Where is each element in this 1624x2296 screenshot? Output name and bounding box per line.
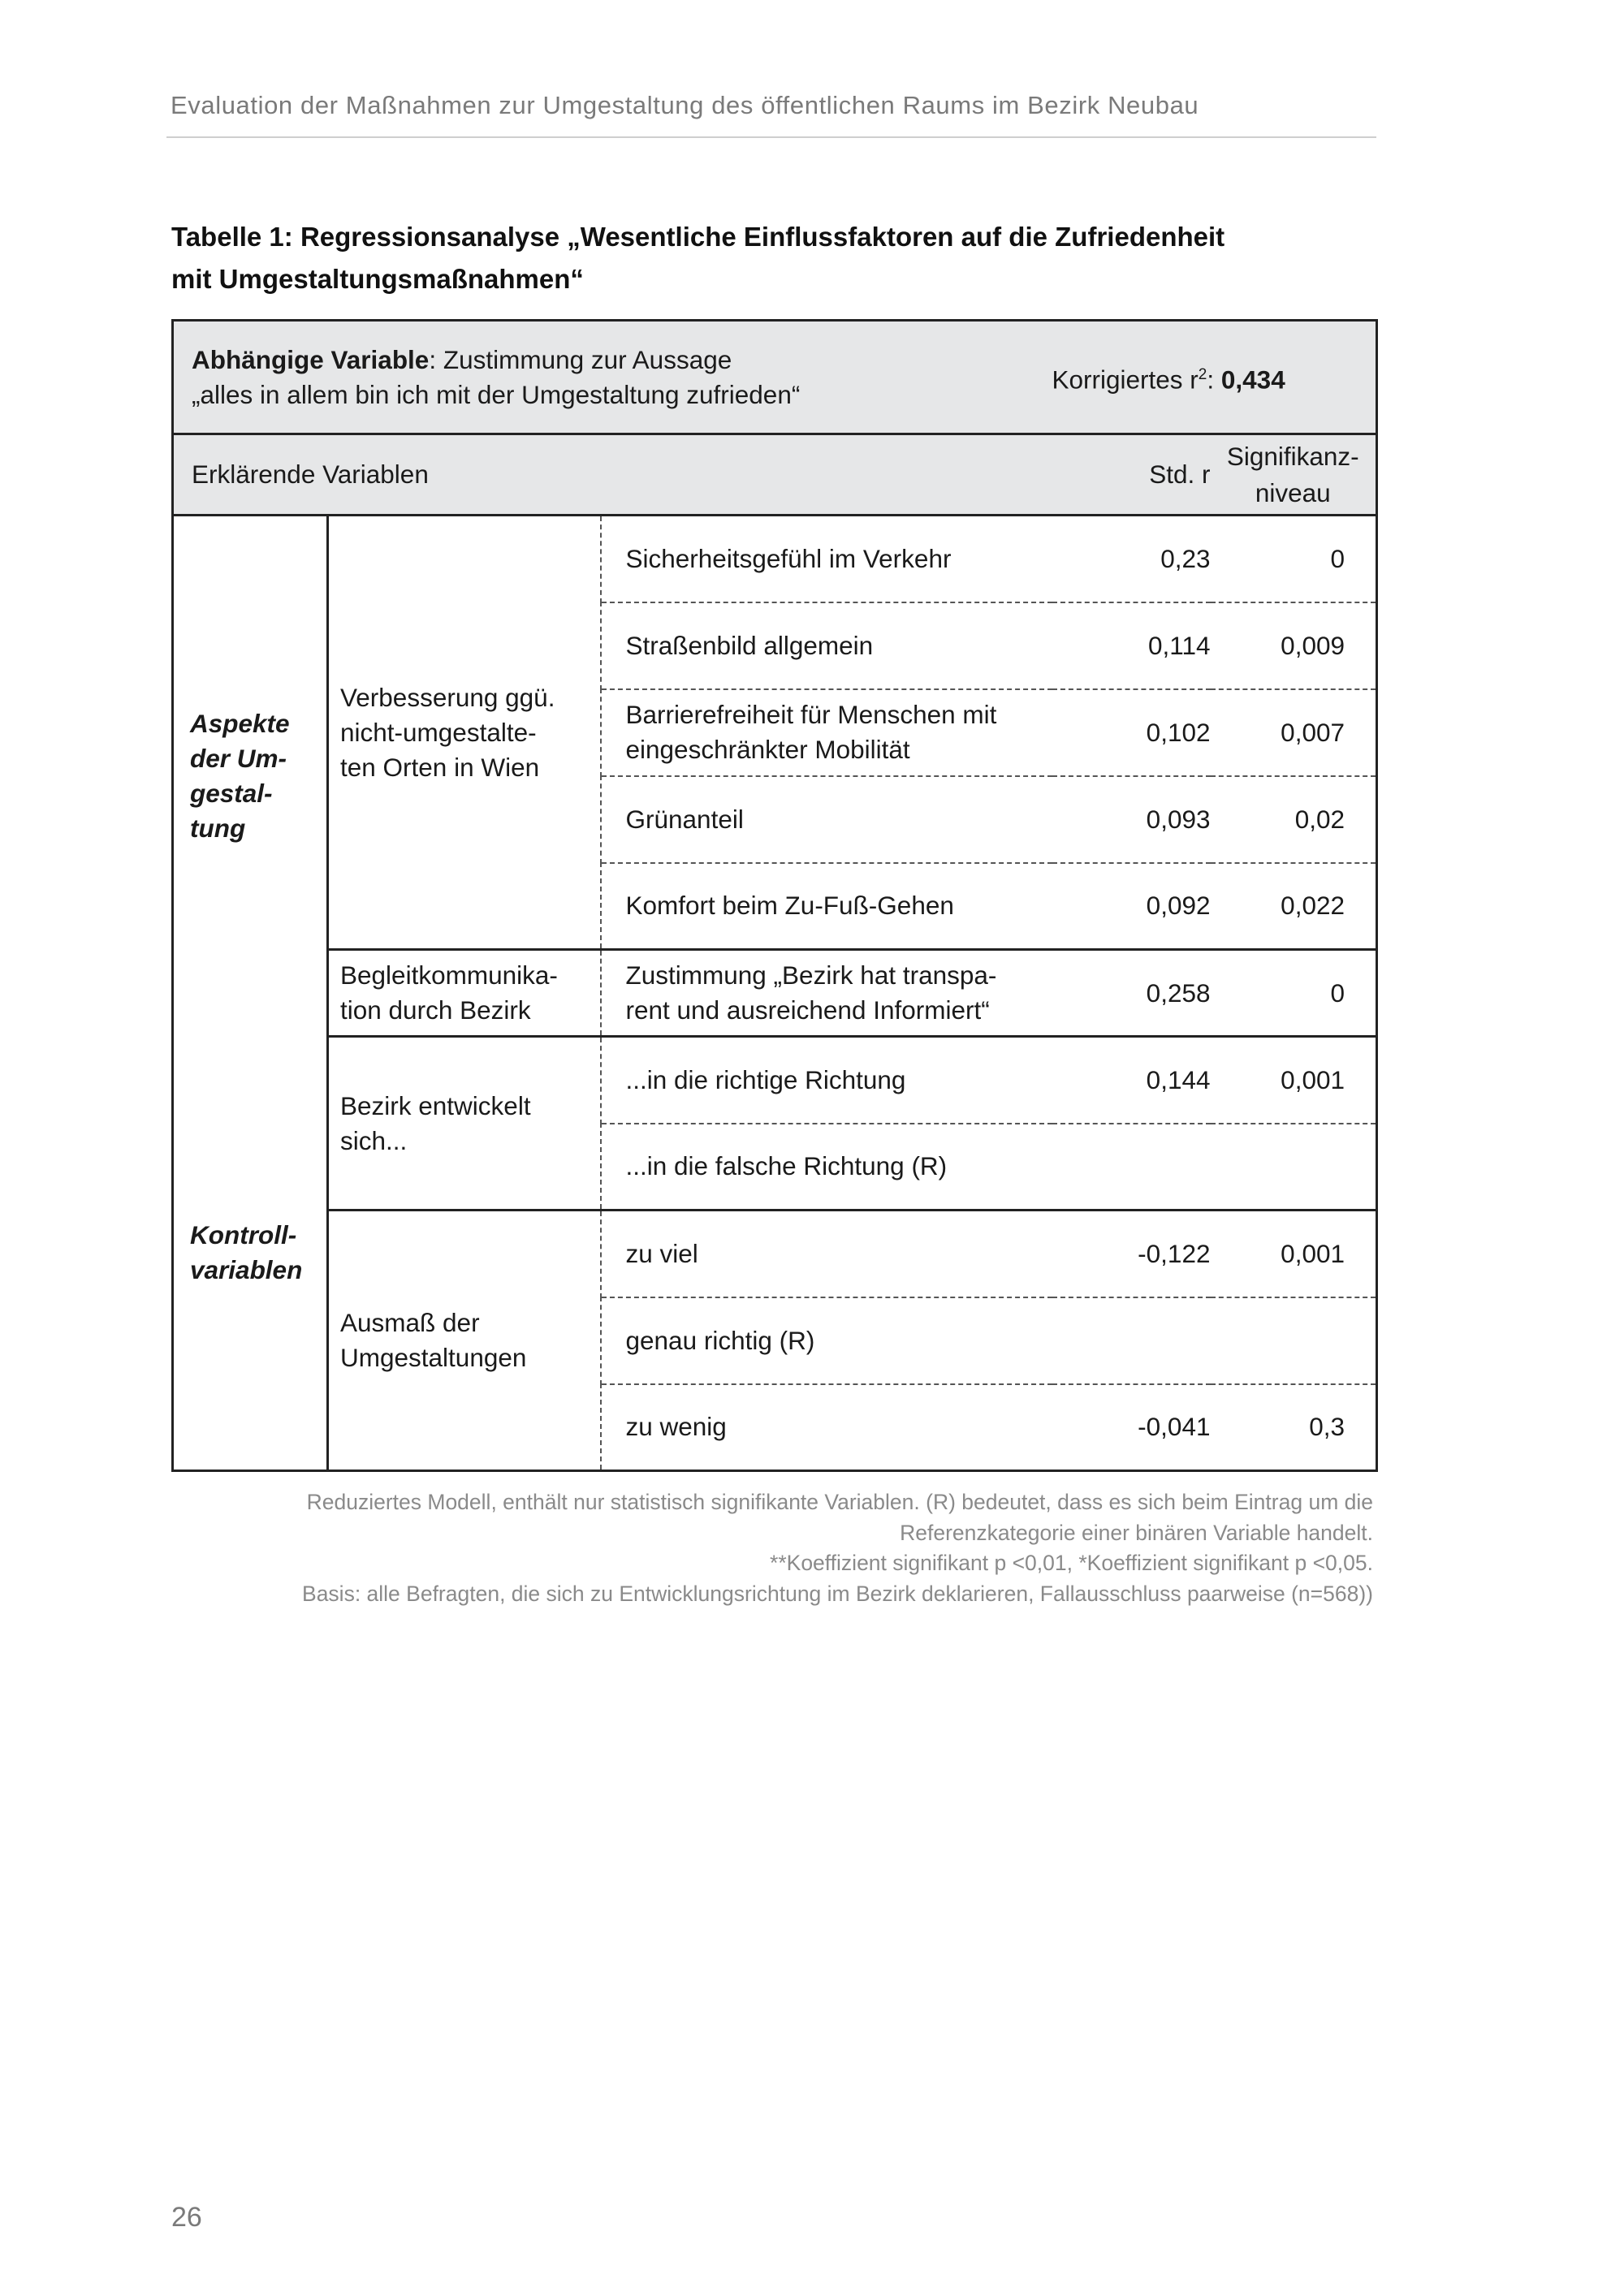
- group-label-line: Kontroll-: [190, 1220, 297, 1250]
- subgroup-label-bezirk-entwickelt: [328, 1037, 601, 1211]
- subgroup-label-kommunikation: [328, 950, 601, 1037]
- significance-value: 0,007: [1211, 689, 1377, 776]
- std-r-value: 0,093: [1052, 776, 1211, 863]
- r-squared-label: Korrigiertes r: [1052, 365, 1199, 395]
- table-row: [173, 950, 1377, 1037]
- variable-name: Straßenbild allgemein: [601, 602, 1052, 689]
- variable-name-line: eingeschränkter Mobilität: [625, 735, 910, 764]
- significance-value: [1211, 1124, 1377, 1211]
- significance-value: 0,001: [1211, 1211, 1377, 1297]
- r-squared-value: 0,434: [1220, 365, 1285, 395]
- significance-value: 0,009: [1211, 602, 1377, 689]
- subgroup-label-verbesserung: [328, 516, 601, 950]
- significance-value: 0,02: [1211, 776, 1377, 863]
- group-label-line: variablen: [190, 1255, 303, 1285]
- r-squared-colon: :: [1207, 365, 1221, 395]
- significance-value: 0,022: [1211, 863, 1377, 950]
- header-divider: [166, 136, 1376, 138]
- dependent-variable-cell: [173, 321, 1052, 434]
- subgroup-label-line: Bezirk entwickelt: [340, 1090, 531, 1120]
- col-header-std-r: Std. r: [1052, 434, 1211, 516]
- std-r-value: 0,258: [1052, 950, 1211, 1037]
- table-row: [173, 1037, 1377, 1124]
- group-label-line: gestal-: [190, 779, 273, 809]
- std-r-value: -0,041: [1052, 1384, 1211, 1471]
- subgroup-label-line: ten Orten in Wien: [340, 752, 540, 782]
- dependent-variable-label: Abhängige Variable: [192, 344, 430, 374]
- regression-table: [171, 319, 1378, 1472]
- std-r-value: [1052, 1124, 1211, 1211]
- running-header: Evaluation der Maßnahmen zur Umgestaltung des öffentlichen Raums im Bezirk Neubau: [171, 91, 1199, 119]
- subgroup-label-line: nicht-umgestalte-: [340, 717, 537, 747]
- variable-name: Komfort beim Zu-Fuß-Gehen: [601, 863, 1052, 950]
- subgroup-label-line: tion durch Bezirk: [340, 995, 531, 1025]
- std-r-value: 0,102: [1052, 689, 1211, 776]
- variable-name: Grünanteil: [601, 776, 1052, 863]
- subgroup-label-line: Verbesserung ggü.: [340, 682, 555, 712]
- column-header-row: [173, 434, 1377, 516]
- significance-value: 0,001: [1211, 1037, 1377, 1124]
- r-squared-cell: [1052, 321, 1377, 434]
- dependent-variable-row: [173, 321, 1377, 434]
- variable-name: ...in die richtige Richtung: [601, 1037, 1052, 1124]
- significance-value: 0: [1211, 950, 1377, 1037]
- note-line: Basis: alle Befragten, die sich zu Entwicklungsrichtung im Bezirk deklarieren, Fallausschluss paarweise (n=568)): [302, 1581, 1373, 1606]
- caption-line-2: mit Umgestaltungsmaßnahmen“: [171, 264, 584, 294]
- variable-name-line: Zustimmung „Bezirk hat transpa-: [625, 960, 997, 990]
- note-line: **Koeffizient signifikant p <0,01, *Koeffizient signifikant p <0,05.: [770, 1551, 1373, 1575]
- caption-line-1: Tabelle 1: Regressionsanalyse „Wesentliche Einflussfaktoren auf die Zufriedenheit: [171, 222, 1225, 252]
- page-number: 26: [171, 2202, 202, 2233]
- col-header-significance-line2: niveau: [1255, 477, 1331, 507]
- std-r-value: [1052, 1297, 1211, 1384]
- group-label-line: der Um-: [190, 744, 287, 774]
- significance-value: 0,3: [1211, 1384, 1377, 1471]
- std-r-value: 0,092: [1052, 863, 1211, 950]
- variable-name: Sicherheitsgefühl im Verkehr: [601, 516, 1052, 602]
- variable-name-line: Barrierefreiheit für Menschen mit: [625, 700, 997, 729]
- variable-name: [601, 950, 1052, 1037]
- group-label-line: Aspekte: [190, 709, 290, 739]
- subgroup-label-line: Ausmaß der: [340, 1308, 480, 1337]
- group-label-aspekte: [173, 516, 328, 1037]
- col-header-significance-line1: Signifikanz-: [1226, 441, 1359, 471]
- subgroup-label-line: Umgestaltungen: [340, 1343, 527, 1372]
- std-r-value: -0,122: [1052, 1211, 1211, 1297]
- note-line: Referenzkategorie einer binären Variable handelt.: [900, 1520, 1373, 1545]
- table-notes: [171, 1487, 1373, 1609]
- subgroup-label-line: sich...: [340, 1125, 408, 1155]
- subgroup-label-ausmass: [328, 1211, 601, 1471]
- col-header-significance: [1211, 434, 1377, 516]
- col-header-explanatory: Erklärende Variablen: [173, 434, 1052, 516]
- group-label-line: tung: [190, 814, 246, 844]
- variable-name-line: rent und ausreichend Informiert“: [625, 995, 990, 1025]
- significance-value: [1211, 1297, 1377, 1384]
- note-line: Reduziertes Modell, enthält nur statistisch signifikante Variablen. (R) bedeutet, dass es sich beim Eintrag um die: [306, 1490, 1373, 1514]
- table-row: [173, 516, 1377, 602]
- variable-name: [601, 689, 1052, 776]
- significance-value: 0: [1211, 516, 1377, 602]
- group-label-kontrollvariablen: [173, 1037, 328, 1471]
- table-caption: [171, 216, 1373, 300]
- r-squared-superscript: 2: [1198, 365, 1207, 383]
- table-row: [173, 1211, 1377, 1297]
- dependent-variable-text: : Zustimmung zur Aussage: [429, 344, 732, 374]
- std-r-value: 0,144: [1052, 1037, 1211, 1124]
- std-r-value: 0,23: [1052, 516, 1211, 602]
- std-r-value: 0,114: [1052, 602, 1211, 689]
- variable-name: genau richtig (R): [601, 1297, 1052, 1384]
- variable-name: zu viel: [601, 1211, 1052, 1297]
- variable-name: ...in die falsche Richtung (R): [601, 1124, 1052, 1211]
- variable-name: zu wenig: [601, 1384, 1052, 1471]
- subgroup-label-line: Begleitkommunika-: [340, 960, 558, 990]
- dependent-variable-statement: „alles in allem bin ich mit der Umgestaltung zufrieden“: [192, 379, 801, 409]
